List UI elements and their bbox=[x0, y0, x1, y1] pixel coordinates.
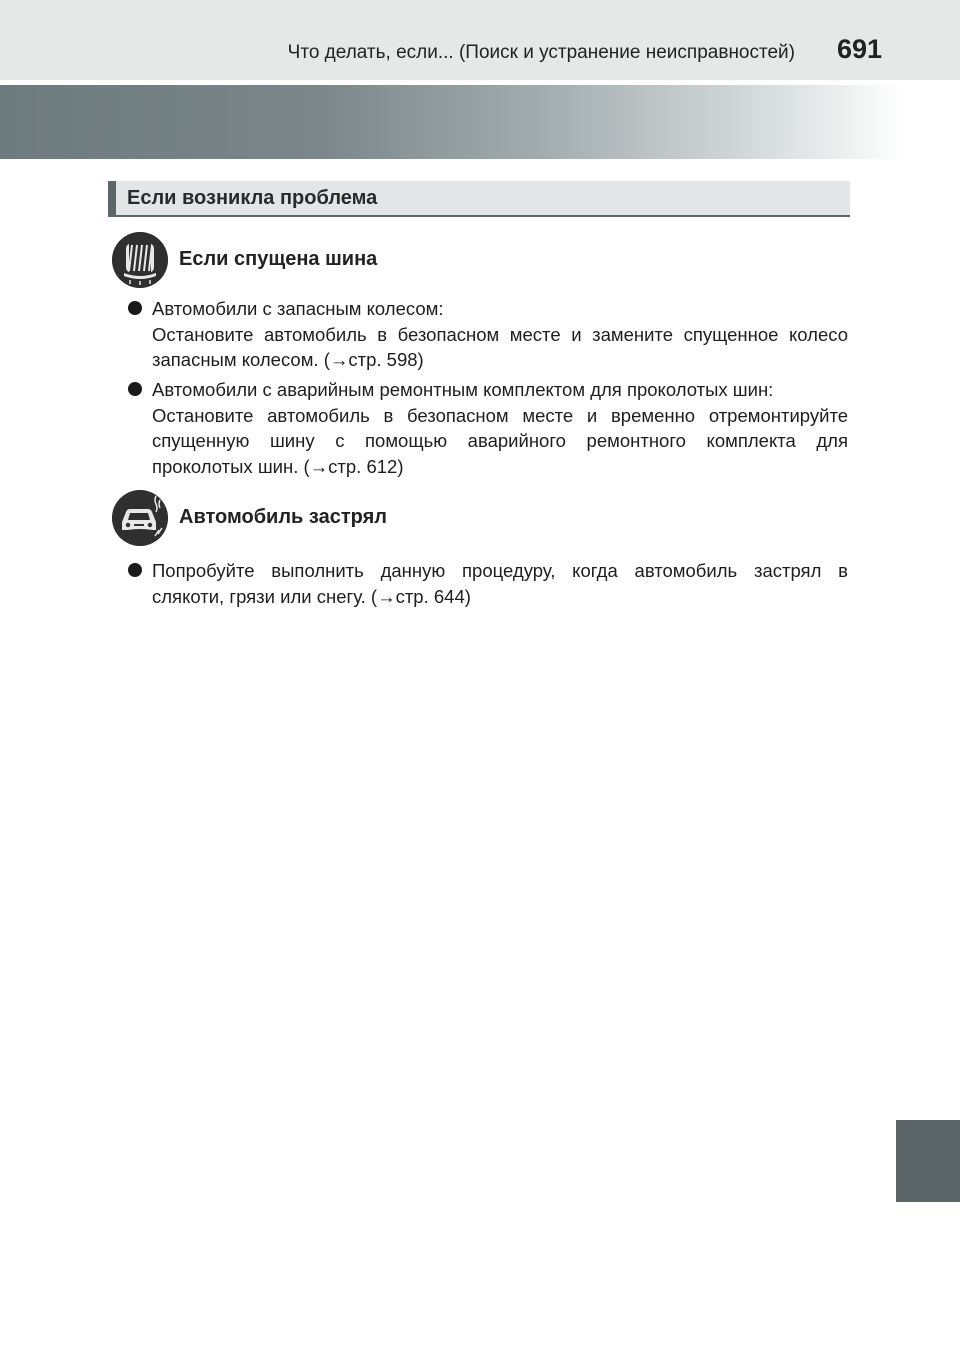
page-header-bar bbox=[0, 0, 960, 80]
list-item bbox=[128, 377, 848, 479]
item-line: Автомобили с аварийным ремонтным комплектом для проколотых шин: bbox=[152, 379, 774, 400]
item-line: слякоти, грязи или снегу. (→стр. 644) bbox=[152, 585, 471, 607]
section-header-bar bbox=[108, 181, 116, 217]
bullet-icon bbox=[128, 382, 142, 396]
bullet-icon bbox=[128, 563, 142, 577]
chapter-banner bbox=[0, 85, 905, 159]
topic-title-stuck-vehicle: Автомобиль застрял bbox=[179, 506, 387, 528]
section-header bbox=[108, 181, 850, 217]
list-item bbox=[128, 558, 848, 609]
item-line: Автомобили с запасным колесом: bbox=[152, 298, 444, 319]
bullet-icon bbox=[128, 301, 142, 315]
topic-title-flat-tire: Если спущена шина bbox=[179, 248, 378, 270]
item-line: Остановите автомобиль в безопасном месте и замените спущенное колесо bbox=[152, 323, 848, 345]
list-item bbox=[128, 296, 848, 373]
page-number: 691 bbox=[836, 34, 882, 64]
item-line: Попробуйте выполнить данную процедуру, когда автомобиль застрял в bbox=[152, 560, 848, 581]
item-line: Остановите автомобиль в безопасном месте и временно отремонтируйте bbox=[152, 404, 848, 426]
stuck-vehicle-icon bbox=[112, 490, 168, 546]
item-line: спущенную шину с помощью аварийного ремонтного комплекта для bbox=[152, 430, 848, 451]
section-title: Если возникла проблема bbox=[127, 187, 378, 209]
item-line: проколотых шин. (→стр. 612) bbox=[152, 455, 404, 477]
running-title: Что делать, если... (Поиск и устранение неисправностей) bbox=[287, 42, 795, 63]
flat-tire-icon bbox=[112, 232, 168, 288]
chapter-side-tab bbox=[896, 1120, 960, 1202]
item-line: запасным колесом. (→стр. 598) bbox=[152, 349, 424, 370]
